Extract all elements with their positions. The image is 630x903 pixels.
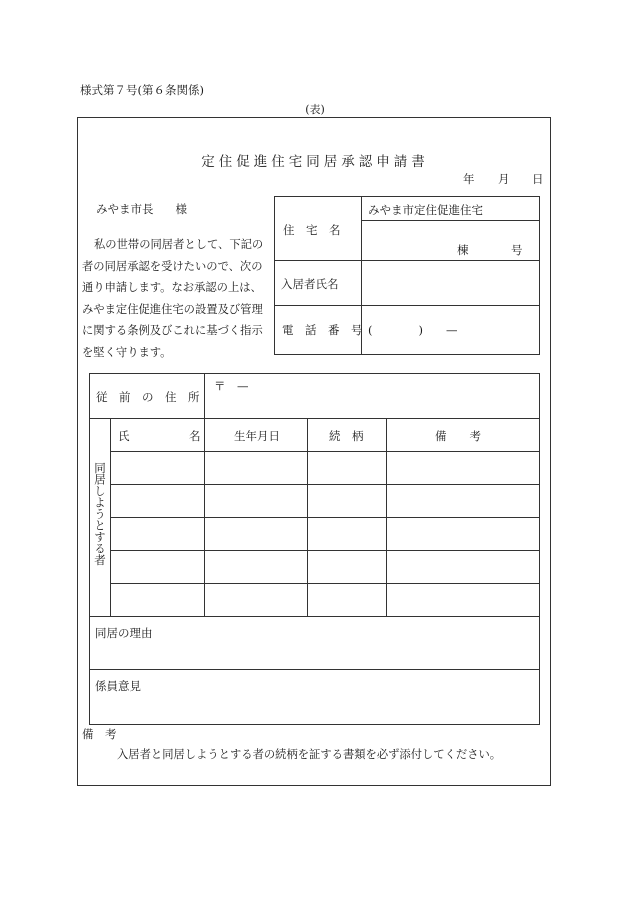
column-header-relationship: 続 柄 xyxy=(329,429,364,443)
unit-label: 号 xyxy=(511,243,523,257)
housing-name-value: みやま市定住促進住宅 xyxy=(368,203,483,217)
building-label: 棟 xyxy=(457,243,469,257)
notes-text: 入居者と同居しようとする者の続柄を証する書類を必ず添付してください。 xyxy=(117,748,502,761)
staff-opinion-field[interactable] xyxy=(90,670,539,724)
column-header-given-name: 名 xyxy=(189,429,201,443)
housing-name-label: 住 宅 名 xyxy=(283,223,341,237)
previous-address-field[interactable] xyxy=(205,375,539,418)
table-row[interactable] xyxy=(111,551,539,583)
cohabitation-reason-label: 同居の理由 xyxy=(95,626,153,640)
addressee xyxy=(96,201,187,217)
resident-name-label: 入居者氏名 xyxy=(281,277,339,291)
table-row[interactable] xyxy=(111,452,539,484)
side-label: (表) xyxy=(305,103,325,116)
request-line: みやま定住促進住宅の設置及び管理 xyxy=(82,302,263,316)
request-line: 私の世帯の同居者として、下記の xyxy=(94,238,264,251)
notes-heading: 備 考 xyxy=(82,727,117,741)
table-row[interactable] xyxy=(111,518,539,550)
request-text xyxy=(82,234,278,363)
addressee-honorific: 様 xyxy=(175,202,187,216)
form-title: 定住促進住宅同居承認申請書 xyxy=(201,154,429,170)
cohabitant-table xyxy=(89,373,540,725)
request-line: 通り申請します。なお承認の上は、 xyxy=(82,281,262,294)
date-month-label: 月 xyxy=(498,172,510,186)
resident-name-field[interactable] xyxy=(362,261,539,305)
table-row[interactable] xyxy=(111,485,539,517)
column-header-remarks: 備 考 xyxy=(435,429,481,443)
date-day-label: 日 xyxy=(532,172,544,186)
staff-opinion-label: 係員意見 xyxy=(95,679,141,693)
request-line: を堅く守ります。 xyxy=(82,345,172,359)
table-row[interactable] xyxy=(111,584,539,616)
postal-code-mark: 〒 — xyxy=(214,379,249,393)
form-number: 様式第７号(第６条関係) xyxy=(80,83,204,97)
date-year-label: 年 xyxy=(463,172,475,186)
applicant-box xyxy=(274,196,540,355)
table-line xyxy=(90,418,539,419)
cohabitation-reason-field[interactable] xyxy=(90,617,539,669)
phone-label: 電 話 番 号 xyxy=(282,323,363,337)
column-header-birthdate: 生年月日 xyxy=(234,429,280,443)
phone-field[interactable] xyxy=(362,306,539,354)
request-line: 者の同居承認を受けたいので、次の xyxy=(82,259,263,273)
cohabitant-label: 同居しようとする者 xyxy=(93,462,107,566)
phone-format: ( ) — xyxy=(368,323,458,337)
previous-address-label: 従 前 の 住 所 xyxy=(96,390,200,404)
column-header-family-name: 氏 xyxy=(118,429,130,443)
addressee-name: みやま市長 xyxy=(96,202,154,216)
housing-unit-field[interactable] xyxy=(362,221,539,260)
request-line: に関する条例及びこれに基づく指示 xyxy=(82,324,263,337)
